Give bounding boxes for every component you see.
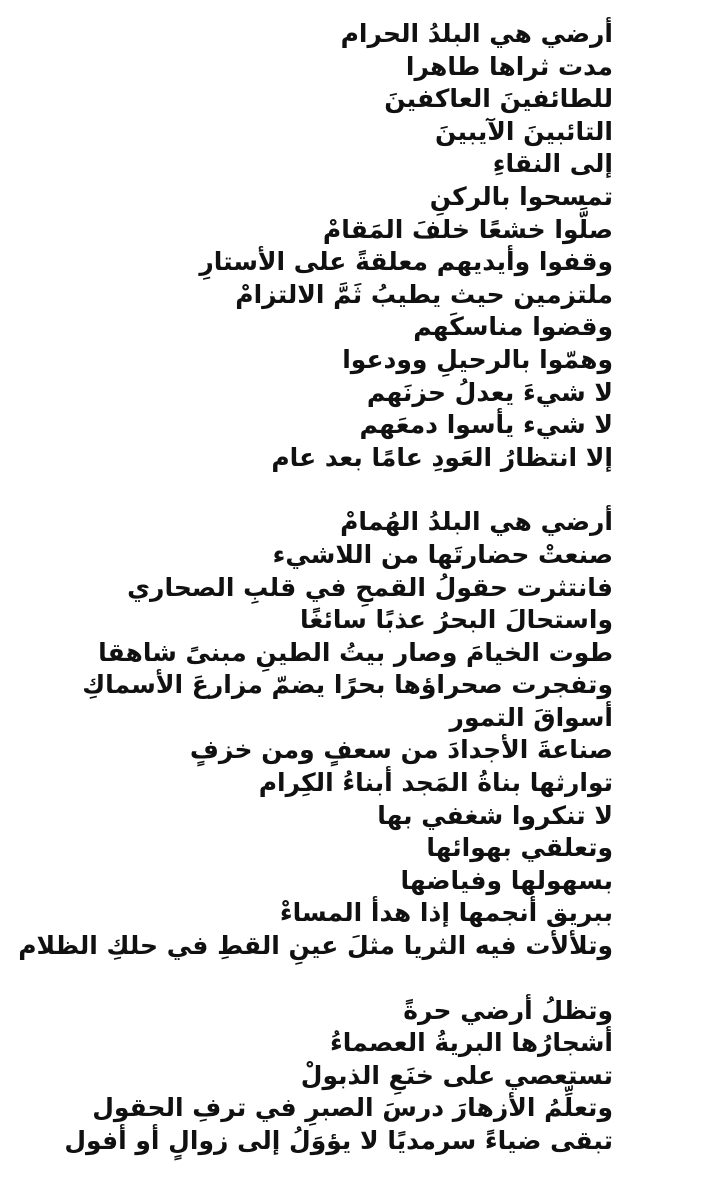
poem-line: أشجارُها البريةُ العصماءُ [330, 1028, 613, 1058]
poem-line: تستعصي على خنَعِ الذبولْ [300, 1060, 613, 1090]
poem-line: صلَّوا خشعًا خلفَ المَقامْ [322, 214, 613, 244]
poem-line: تمسحوا بالركنِ [429, 181, 613, 211]
poem-line: وتعلقي بهوائها [426, 833, 613, 863]
poem-line: وقضوا مناسكَهم [413, 312, 613, 342]
poem-line: تبقى ضياءً سرمديًا لا يؤوَلُ إلى زوالٍ أو أفول [64, 1126, 613, 1155]
poem-line: إلى النقاءِ [492, 149, 613, 179]
poem-line: واستحالَ البحرُ عذبًا سائغًا [300, 605, 613, 635]
poem-line: صنعتْ حضارتَها من اللاشيء [272, 539, 613, 569]
poem-line: أسواقَ التمور [449, 702, 613, 732]
poem-line: وتلألأت فيه الثريا مثلَ عينِ القطِ في حلكِ الظلام [18, 931, 613, 961]
stanza-2 [13, 506, 613, 962]
poem-line: ببريق أنجمها إذا هدأ المساءْ [279, 898, 613, 928]
poem-line: أرضي هي البلدُ الحرام [340, 19, 613, 48]
poem-line: أرضي هي البلدُ الهُمامْ [340, 507, 613, 537]
poem-line: للطائفينَ العاكفينَ [384, 84, 613, 114]
poem-line: وتفجرت صحراؤها بحرًا يضمّ مزارعَ الأسماكِ [82, 670, 613, 700]
poem-line: وقفوا وأيديهم معلقةً على الأستارِ [199, 247, 613, 277]
poem-line: بسهولها وفياضها [400, 865, 613, 895]
poem-line: إلا انتظارُ العَودِ عامًا بعد عام [271, 442, 613, 472]
poem-line: التائبينَ الآيبينَ [434, 116, 613, 146]
poem-line: لا شيء يأسوا دمعَهم [359, 410, 613, 440]
poem-line: ملتزمين حيث يطيبُ ثَمَّ الالتزامْ [235, 279, 613, 309]
poem-line: صناعةَ الأجدادَ من سعفٍ ومن خزفٍ [189, 735, 613, 765]
poem-line: فانتثرت حقولُ القمحِ في قلبِ الصحاري [127, 572, 613, 602]
stanza-1 [13, 18, 613, 474]
poem-line: مدت ثراها طاهرا [405, 51, 613, 81]
poem-line: لا تنكروا شغفي بها [377, 800, 613, 830]
stanza-3 [13, 995, 613, 1158]
poem-line: طوت الخيامَ وصار بيتُ الطينِ مبنىً شاهقا [98, 637, 613, 667]
poem-line: وتعلِّمُ الأزهارَ درسَ الصبرِ في ترفِ الحقول [92, 1093, 613, 1123]
poem-line: وهمّوا بالرحيلِ وودعوا [342, 344, 613, 374]
poem-line: لا شيءَ يعدلُ حزنَهم [366, 377, 613, 407]
poem [13, 18, 613, 1158]
poem-line: توارثها بناةُ المَجد أبناءُ الكِرام [258, 768, 613, 798]
poem-line: وتظلُ أرضي حرةً [403, 995, 613, 1025]
